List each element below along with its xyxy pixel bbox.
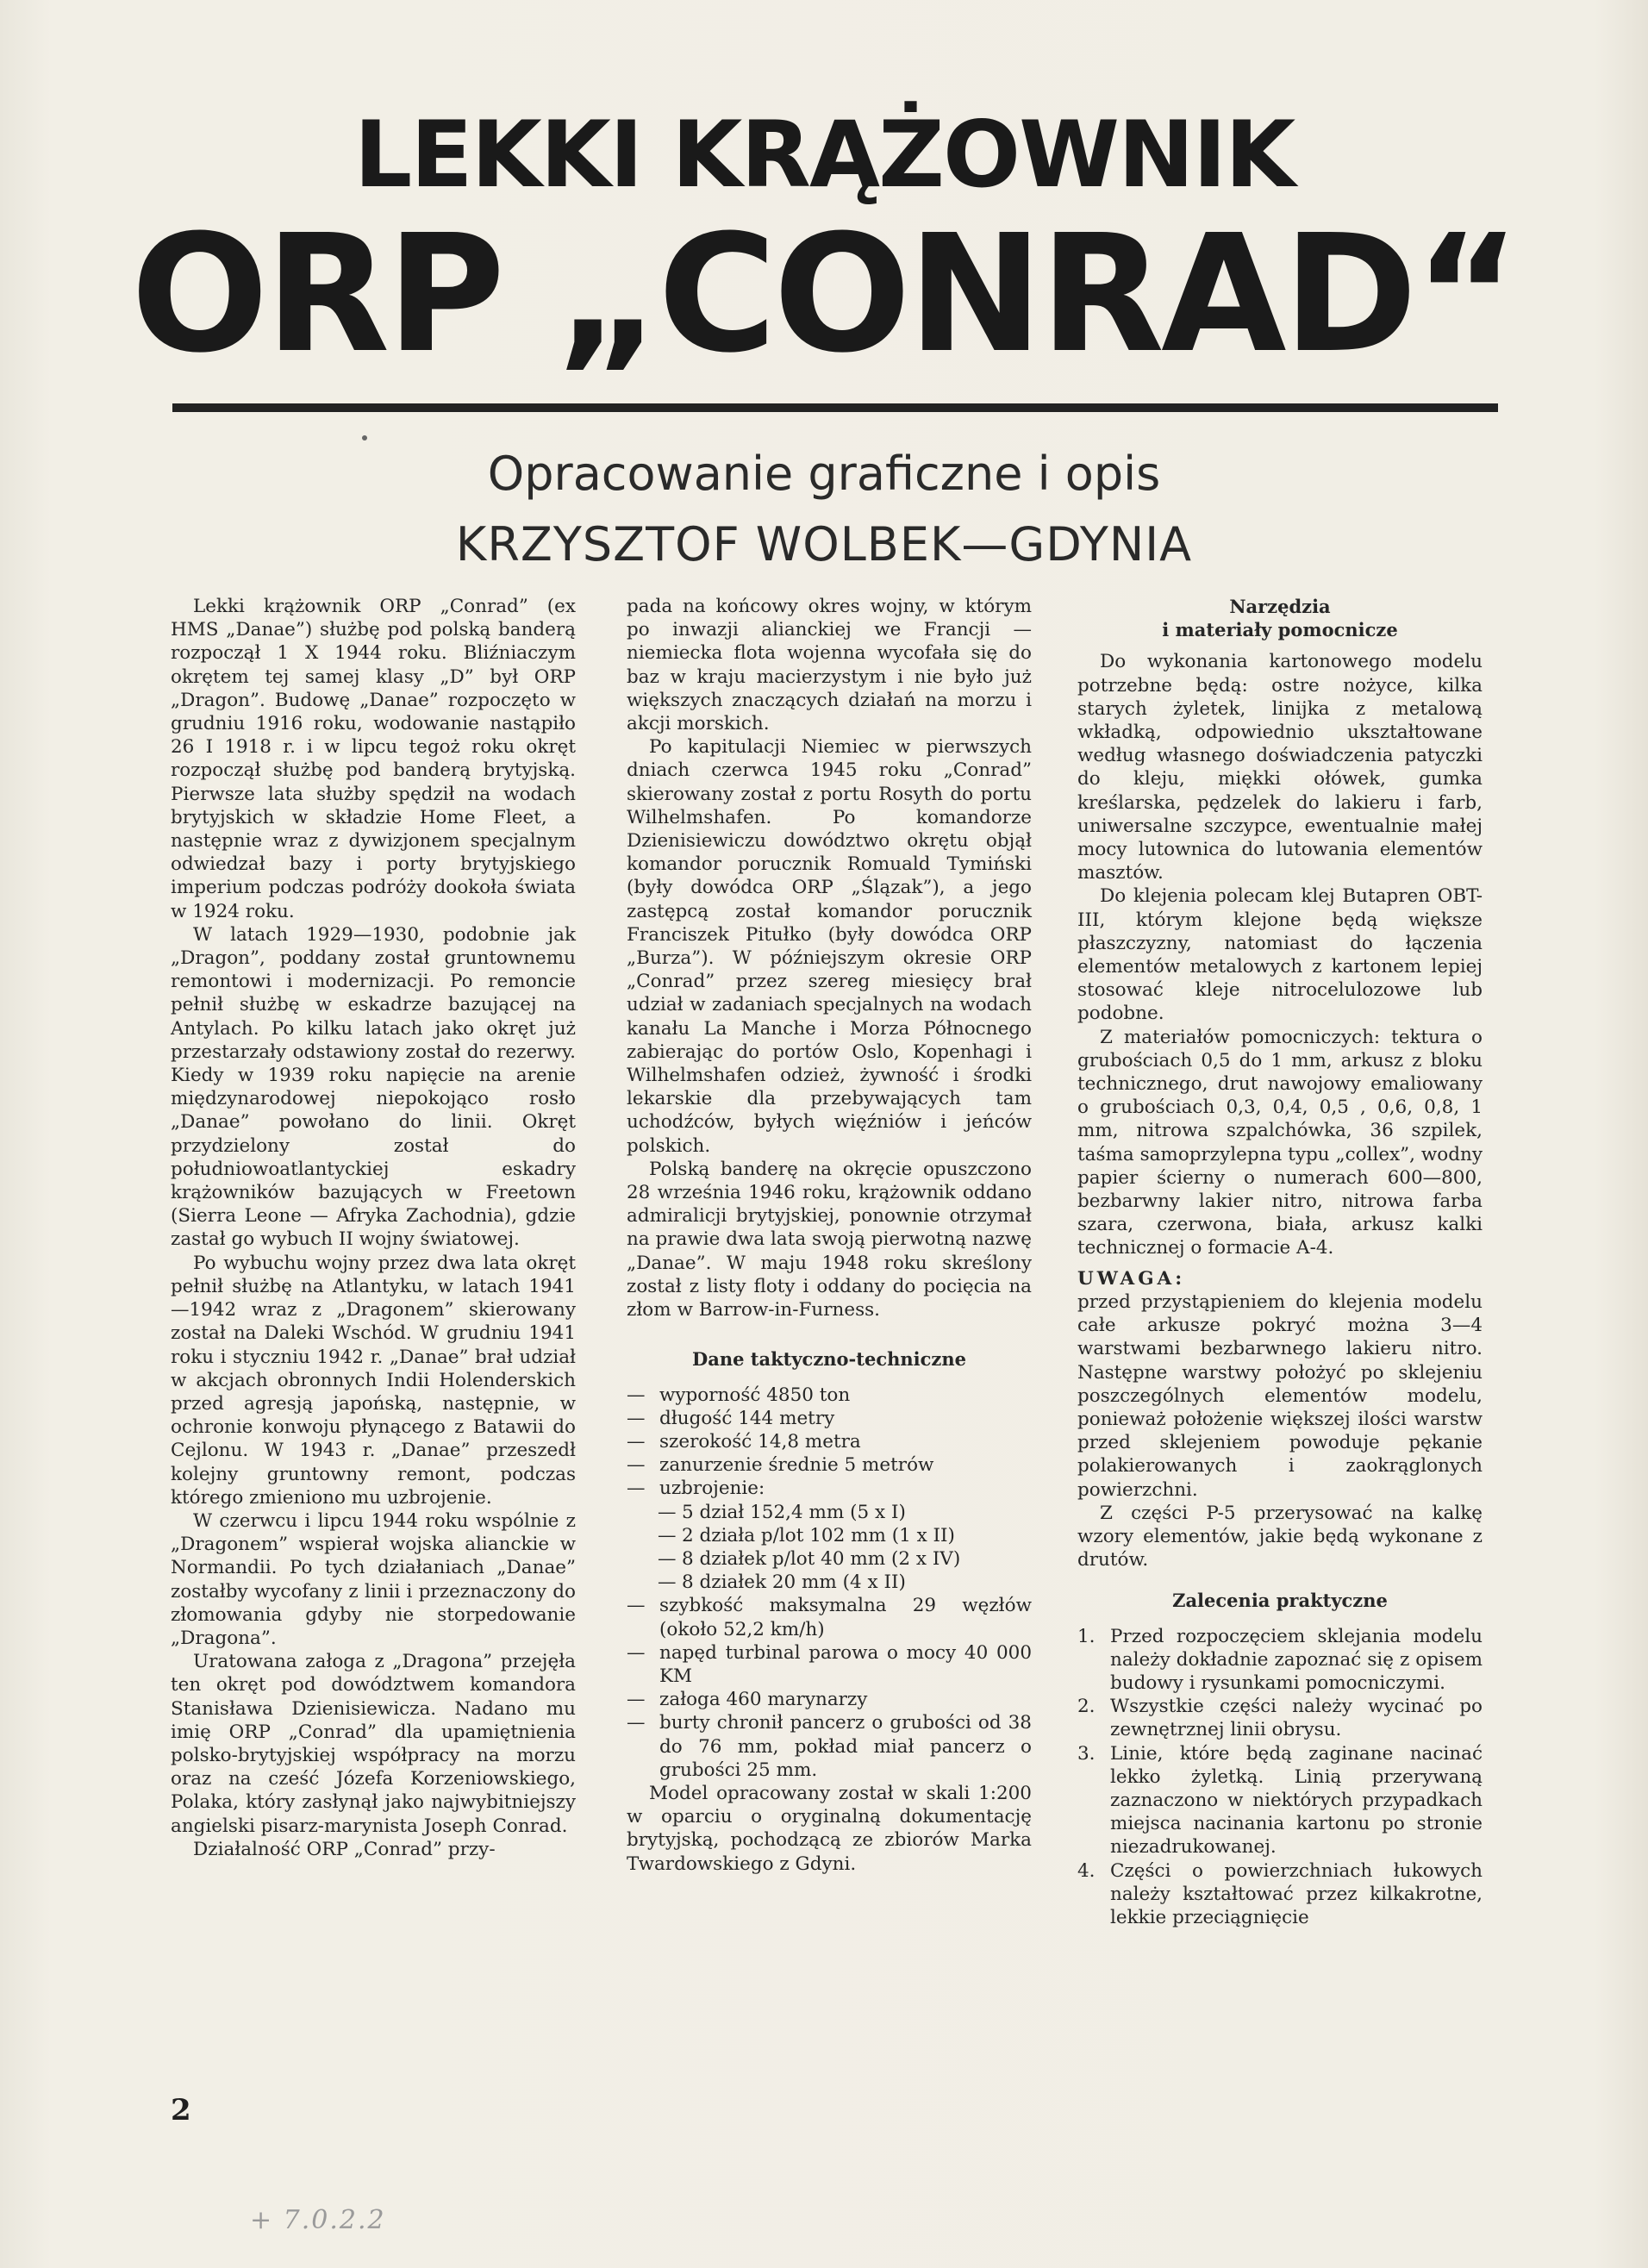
tools-heading-2: i materiały pomocnicze: [1162, 619, 1398, 641]
col3-paragraph: Z części P-5 przerysować na kalkę wzory elementów, jakie będą wykonane z drutów.: [1077, 1502, 1483, 1571]
tips-heading: Zalecenia praktyczne: [1172, 1590, 1388, 1612]
spec-item: — wyporność 4850 ton: [627, 1384, 851, 1406]
col1-paragraph: W czerwcu i lipcu 1944 roku wspólnie z „Dragonem” wspierał wojska alianckie w Normandii. Po tych działaniach „Danae” zostałby wycofany z linii i przeznaczony do złomowania gdyby nie storpedowanie „Dragona”.: [171, 1509, 576, 1649]
tools-heading-1: Narzędzia: [1229, 596, 1331, 617]
col2-paragraph: pada na końcowy okres wojny, w którym po inwazji alianckiej we Francji — niemiecka flota wojenna wycofała się do baz w kraju macierzystym i nie było już większych znaczących działań na morzu i akcji morskich.: [627, 596, 1032, 735]
tip-item: 3. Linie, które będą zaginane nacinać lekko żyletką. Linią przerywaną zaznaczono w niektórych przypadkach miejsca nacinania kartonu po stronie niezadrukowanej.: [1077, 1742, 1483, 1859]
subtitle-line1: Opracowanie graficzne i opis: [487, 447, 1161, 501]
spec-item: — długość 144 metry: [627, 1407, 835, 1429]
col3-paragraph: Do klejenia polecam klej Butapren OBT-III, którym klejone będą większe płaszczyzny, natomiast do łączenia elementów metalowych z kartonem lepiej stosować kleje nitrocelulozowe lub podobne.: [1077, 885, 1483, 1025]
title-rule: [172, 403, 1498, 412]
col2-paragraph: Po kapitulacji Niemiec w pierwszych dniach czerwca 1945 roku „Conrad” skierowany został z portu Rosyth do portu Wilhelmshafen. Po komandorze Dzienisiewiczu dowództwo okrętu objął komandor porucznik Romuald Tymiński (były dowódca ORP „Ślązak”), a jego zastępcą został komandor porucznik Franciszek Pitułko (były dowódca ORP „Burza”). W późniejszym okresie ORP „Conrad” przez szereg miesięcy brał udział w zadaniach specjalnych na wodach kanału La Manche i Morza Północnego zabierając do portów Oslo, Kopenhagi i Wilhelmshafen odzież, żywność i środki lekarskie dla przebywających tam uchodźców, byłych więźniów i jeńców polskich.: [627, 736, 1032, 1157]
col2-paragraph: Polską banderę na okręcie opuszczono 28 września 1946 roku, krążownik oddano admiralicji brytyjskiej, ponownie otrzymał na prawie dwa lata swoją pierwotną nazwę „Danae”. W maju 1948 roku skreślony został z listy floty i oddany do pocięcia na złom w Barrow-in-Furness.: [627, 1158, 1032, 1321]
col3-paragraph: Z materiałów pomocniczych: tektura o grubościach 0,5 do 1 mm, arkusz z bloku technicznego, drut nawojowy emaliowany o grubościach 0,3, 0,4, 0,5 , 0,6, 0,8, 1 mm, nitrowa szpalchówka, 36 szpilek, taśma samoprzylepna typu „collex”, wodny papier ścierny o numerach 600—800, bezbarwny lakier nitro, nitrowa farba szara, czerwona, biała, arkusz kalki technicznej o formacie A-4.: [1077, 1026, 1483, 1259]
col1-paragraph: Lekki krążownik ORP „Conrad” (ex HMS „Danae”) służbę pod polską banderą rozpoczął 1 X 1944 roku. Bliźniaczym okrętem tej samej klasy „D” był ORP „Dragon”. Budowę „Danae” rozpoczęto w grudniu 1916 roku, wodowanie nastąpiło 26 I 1918 r. i w lipcu tegoż roku okręt rozpoczął służbę pod banderą brytyjską. Pierwsze lata służby spędził na wodach brytyjskich w składzie Home Fleet, a następnie wraz z dywizjonem specjalnym odwiedzał bazy i porty brytyjskiego imperium podczas podróży dookoła świata w 1924 roku.: [171, 596, 576, 922]
armament-list: [627, 1501, 1032, 1595]
armament-item: — 8 działek 20 mm (4 x II): [658, 1571, 906, 1594]
spec-item: — burty chronił pancerz o grubości od 38 do 76 mm, pokład miał pancerz o grubości 25 mm.: [627, 1712, 1032, 1781]
uwaga-label: UWAGA:: [1077, 1267, 1186, 1290]
tip-item: 4. Części o powierzchniach łukowych należy kształtować przez kilkakrotne, lekkie przeciągnięcie: [1077, 1859, 1483, 1928]
col1-paragraph: W latach 1929—1930, podobnie jak „Dragon”, poddany został gruntownemu remontowi i modernizacji. Po remoncie pełnił służbę w eskadrze bazującej na Antylach. Po kilku latach jako okręt już przestarzały odstawiony został do rezerwy. Kiedy w 1939 roku napięcie na arenie międzynarodowej niepokojąco rosło „Danae” powołano do linii. Okręt przydzielony został do południowoatlantyckiej eskadry krążowników bazujących w Freetown (Sierra Leone — Afryka Zachodnia), gdzie zastał go wybuch II wojny światowej.: [171, 923, 576, 1251]
spec-heading: Dane taktyczno-techniczne: [692, 1348, 966, 1371]
spec-item: — załoga 460 marynarzy: [627, 1689, 868, 1711]
spec-item: — szybkość maksymalna 29 węzłów (około 52,2 km/h): [627, 1595, 1032, 1640]
spec-item: — uzbrojenie:: [627, 1478, 765, 1500]
tip-item: 2. Wszystkie części należy wycinać po zewnętrznej linii obrysu.: [1077, 1696, 1483, 1741]
page-number: 2: [171, 2093, 191, 2127]
col2-paragraph: Model opracowany został w skali 1:200 w oparciu o oryginalną dokumentację brytyjską, pochodzącą ze zbiorów Marka Twardowskiego z Gdyni.: [627, 1782, 1032, 1875]
col1-paragraph: Działalność ORP „Conrad” przy-: [193, 1838, 496, 1860]
armament-item: — 8 działek p/lot 40 mm (2 x IV): [658, 1547, 961, 1570]
spec-list-2: [627, 1594, 1032, 1782]
armament-item: — 2 działa p/lot 102 mm (1 x II): [658, 1524, 955, 1546]
headline-line2: ORP „CONRAD“: [130, 200, 1518, 389]
column-3: [1077, 595, 1483, 1929]
col3-paragraph: przed przystąpieniem do klejenia modelu całe arkusze pokryć można 3—4 warstwami bezbarwnego lakieru nitro. Następne warstwy położyć po sklejeniu poszczególnych elementów modelu, ponieważ położenie większej ilości warstw przed sklejeniem powoduje pękanie polakierowanych i zaokrąglonych powierzchni.: [1077, 1290, 1483, 1501]
tips-list: [1077, 1625, 1483, 1930]
tip-item: 1. Przed rozpoczęciem sklejania modelu należy dokładnie zapoznać się z opisem budowy i rysunkami pomocniczymi.: [1077, 1625, 1483, 1694]
handwritten-note: + 7.0.2.2: [250, 2205, 386, 2235]
column-1: [171, 595, 576, 1861]
col3-paragraph: Do wykonania kartonowego modelu potrzebne będą: ostre nożyce, kilka starych żyletek, linijka z metalową wkładką, odpowiednio ukształtowane według własnego doświadczenia patyczki do kleju, miękki ołówek, gumka kreślarska, pędzelek do lakieru i farb, uniwersalne szczypce, ewentualnie małej mocy lutownica do lutowania elementów masztów.: [1077, 651, 1483, 884]
ink-speck: [362, 435, 367, 440]
spec-item: — zanurzenie średnie 5 metrów: [627, 1454, 934, 1477]
spec-item: — szerokość 14,8 metra: [627, 1430, 861, 1453]
spec-list: [627, 1384, 1032, 1501]
col1-paragraph: Po wybuchu wojny przez dwa lata okręt pełnił służbę na Atlantyku, w latach 1941—1942 wraz z „Dragonem” skierowany został na Daleki Wschód. W grudniu 1941 roku i styczniu 1942 r. „Danae” brał udział w akcjach obronnych Indii Holenderskich przed agresją japońską, następnie, w ochronie konwoju płynącego z Batawii do Cejlonu. W 1943 r. „Danae” przeszedł kolejny gruntowny remont, podczas którego zmieniono mu uzbrojenie.: [171, 1252, 576, 1509]
column-2: [627, 595, 1032, 1876]
spec-item: — napęd turbinal parowa o mocy 40 000 KM: [627, 1641, 1032, 1687]
armament-item: — 5 dział 152,4 mm (5 x I): [658, 1501, 906, 1523]
headline-line1: LEKKI KRĄŻOWNIK: [353, 102, 1295, 208]
subtitle-line2: KRZYSZTOF WOLBEK—GDYNIA: [455, 517, 1193, 572]
col1-paragraph: Uratowana załoga z „Dragona” przejęła ten okręt pod dowództwem komandora Stanisława Dzienisiewicza. Nadano mu imię ORP „Conrad” dla upamiętnienia polsko-brytyjskiej współpracy na morzu oraz na cześć Józefa Korzeniowskiego, Polaka, który zasłynął jako najwybitniejszy angielski pisarz-marynista Joseph Conrad.: [171, 1651, 576, 1837]
